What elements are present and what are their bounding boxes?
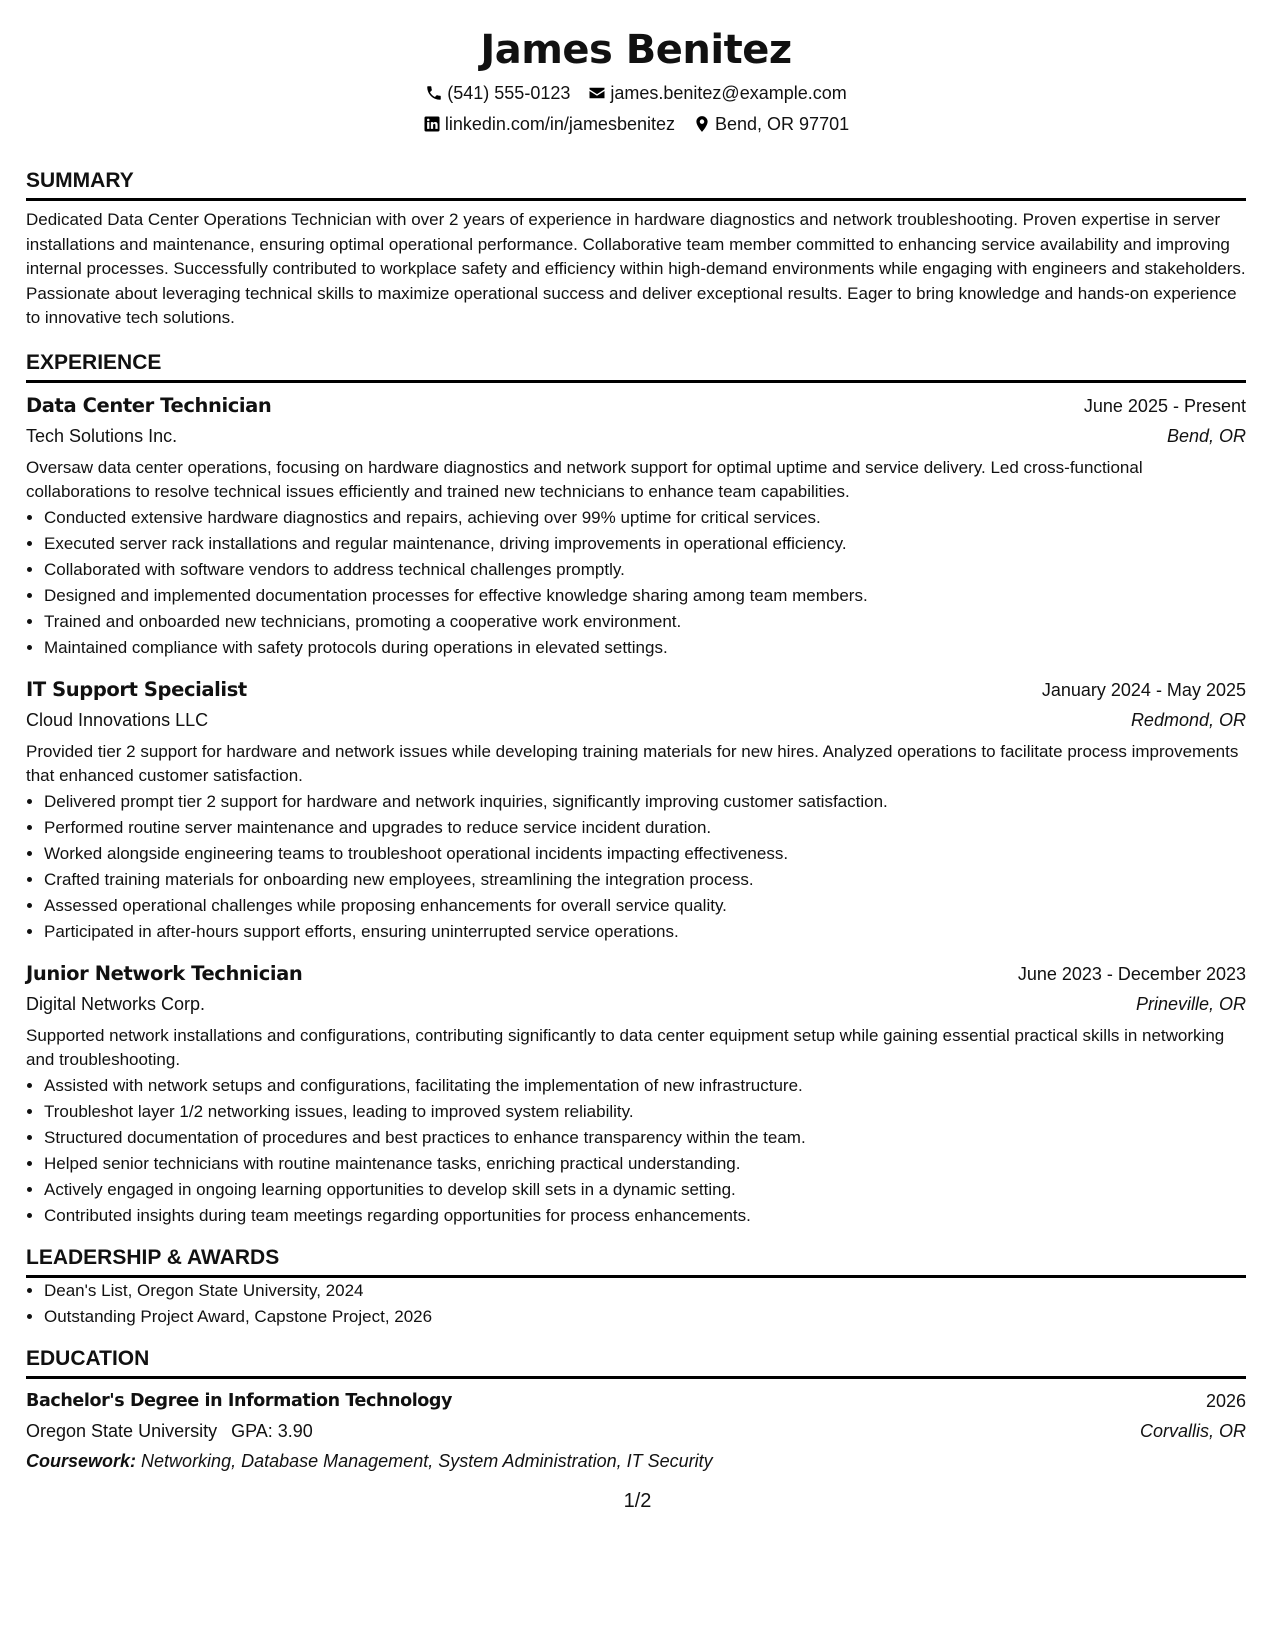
- awards-list: [26, 1278, 1246, 1330]
- linkedin-icon: [423, 115, 441, 133]
- job-title: Data Center Technician: [26, 393, 272, 417]
- section-title-education: EDUCATION: [26, 1346, 150, 1370]
- job-company: Digital Networks Corp.: [26, 993, 206, 1014]
- section-divider: [26, 1376, 1246, 1379]
- section-divider: [26, 198, 1246, 201]
- page-number: 1/2: [623, 1490, 652, 1512]
- list-item: • Crafted training materials for onboarding new employees, streamlining the integration process.: [44, 867, 1246, 893]
- summary-text: Dedicated Data Center Operations Technician with over 2 years of experience in hardware diagnostics and network troubleshooting. Proven expertise in server installations and maintenance, ensuring optimal operational performance. Collaborative team member committed to enhancing service availability and improving internal processes. Successfully contributed to workplace safety and efficiency within high-demand environments while engaging with engineers and stakeholders. Passionate about leveraging technical skills to maximize operational success and deliver exceptional results. Eager to bring knowledge and hands-on experience to innovative tech solutions.: [26, 210, 1246, 327]
- job-bullets: [26, 505, 1246, 661]
- summary-section: [26, 168, 1246, 331]
- candidate-name: James Benitez: [480, 27, 792, 73]
- phone-icon: [425, 84, 443, 102]
- section-title-leadership: LEADERSHIP & AWARDS: [26, 1245, 280, 1269]
- list-item: • Participated in after-hours support efforts, ensuring uninterrupted service operations.: [44, 919, 1246, 945]
- job-company: Tech Solutions Inc.: [26, 425, 178, 446]
- list-item: • Collaborated with software vendors to address technical challenges promptly.: [44, 557, 1246, 583]
- list-item: • Dean's List, Oregon State University, 2024: [44, 1278, 1246, 1304]
- gpa-value: GPA: 3.90: [231, 1420, 313, 1441]
- job-bullets: [26, 789, 1246, 945]
- list-item: • Contributed insights during team meetings regarding opportunities for process enhancements.: [44, 1203, 1246, 1229]
- list-item: • Designed and implemented documentation processes for effective knowledge sharing among team members.: [44, 583, 1246, 609]
- contact-row-secondary: [26, 113, 1246, 135]
- experience-section: [26, 350, 1246, 1229]
- section-title-experience: EXPERIENCE: [26, 350, 162, 374]
- job-title: IT Support Specialist: [26, 677, 247, 701]
- list-item: • Outstanding Project Award, Capstone Project, 2026: [44, 1304, 1246, 1330]
- school-location: Corvallis, OR: [1139, 1420, 1246, 1441]
- email-text: james.benitez@example.com: [610, 83, 847, 103]
- graduation-year: 2026: [1205, 1390, 1246, 1411]
- list-item: • Executed server rack installations and regular maintenance, driving improvements in operational efficiency.: [44, 531, 1246, 557]
- contact-phone[interactable]: [425, 82, 570, 104]
- job-location: Redmond, OR: [1130, 709, 1246, 730]
- coursework-line: [26, 1446, 1246, 1476]
- job-bullets: [26, 1073, 1246, 1229]
- job-entry: [26, 391, 1246, 661]
- job-description: Oversaw data center operations, focusing on hardware diagnostics and network support for optimal uptime and service delivery. Led cross-functional collaborations to resolve technical issues efficiently and trained new technicians to enhance team capabilities.: [26, 457, 1143, 501]
- contact-email[interactable]: [588, 82, 846, 104]
- list-item: • Assisted with network setups and configurations, facilitating the implementation of new infrastructure.: [44, 1073, 1246, 1099]
- location-text: Bend, OR 97701: [715, 114, 850, 134]
- coursework-label: Coursework:: [26, 1450, 137, 1471]
- school-name: Oregon State University: [26, 1420, 218, 1441]
- job-entry: [26, 959, 1246, 1229]
- list-item: • Helped senior technicians with routine maintenance tasks, enriching practical understanding.: [44, 1151, 1246, 1177]
- education-section: [26, 1346, 1246, 1476]
- linkedin-text: linkedin.com/in/jamesbenitez: [444, 114, 675, 134]
- list-item: • Performed routine server maintenance and upgrades to reduce service incident duration.: [44, 815, 1246, 841]
- list-item: • Conducted extensive hardware diagnostics and repairs, achieving over 99% uptime for critical services.: [44, 505, 1246, 531]
- phone-text: (541) 555-0123: [447, 83, 571, 103]
- job-location: Bend, OR: [1166, 425, 1246, 446]
- map-pin-icon: [693, 115, 711, 133]
- section-divider: [26, 380, 1246, 383]
- list-item: • Actively engaged in ongoing learning opportunities to develop skill sets in a dynamic setting.: [44, 1177, 1246, 1203]
- job-title: Junior Network Technician: [26, 961, 303, 985]
- envelope-icon: [588, 84, 606, 102]
- job-location: Prineville, OR: [1135, 993, 1246, 1014]
- job-dates: June 2023 - December 2023: [1017, 963, 1246, 984]
- degree-title: Bachelor's Degree in Information Technology: [26, 1390, 453, 1411]
- coursework-text: Networking, Database Management, System Administration, IT Security: [141, 1450, 713, 1471]
- job-description: Provided tier 2 support for hardware and network issues while developing training materials for new hires. Analyzed operations to facilitate process improvements that enhanced customer satisfaction.: [26, 741, 1239, 785]
- section-title-summary: SUMMARY: [26, 169, 134, 192]
- contact-row-primary: [26, 82, 1246, 104]
- job-description: Supported network installations and configurations, contributing significantly to data center equipment setup while gaining essential practical skills in networking and troubleshooting.: [26, 1025, 1225, 1069]
- contact-linkedin[interactable]: [423, 113, 675, 135]
- list-item: • Troubleshot layer 1/2 networking issues, leading to improved system reliability.: [44, 1099, 1246, 1125]
- list-item: • Structured documentation of procedures and best practices to enhance transparency within the team.: [44, 1125, 1246, 1151]
- list-item: • Delivered prompt tier 2 support for hardware and network inquiries, significantly improving customer satisfaction.: [44, 789, 1246, 815]
- list-item: • Trained and onboarded new technicians, promoting a cooperative work environment.: [44, 609, 1246, 635]
- list-item: • Assessed operational challenges while proposing enhancements for overall service quality.: [44, 893, 1246, 919]
- job-dates: January 2024 - May 2025: [1041, 679, 1246, 700]
- list-item: • Worked alongside engineering teams to troubleshoot operational incidents impacting effectiveness.: [44, 841, 1246, 867]
- resume-page: [26, 0, 1246, 1476]
- job-company: Cloud Innovations LLC: [26, 709, 209, 730]
- job-dates: June 2025 - Present: [1083, 395, 1246, 416]
- leadership-section: [26, 1245, 1246, 1330]
- contact-location: [693, 113, 849, 135]
- list-item: • Maintained compliance with safety protocols during operations in elevated settings.: [44, 635, 1246, 661]
- job-entry: [26, 675, 1246, 945]
